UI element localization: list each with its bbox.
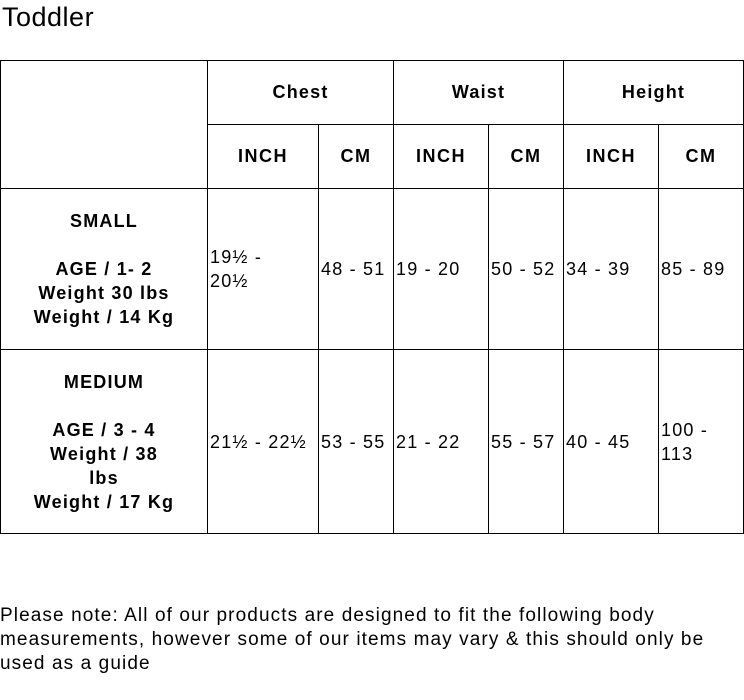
chest-cm-value: 53 - 55 — [319, 350, 394, 534]
size-name: SMALL — [70, 211, 138, 231]
unit-height-cm: CM — [659, 125, 744, 189]
height-inch-value: 40 - 45 — [564, 350, 659, 534]
disclaimer-note: Please note: All of our products are designed to fit the following body measurements, however some of our items may vary & this should only be used as a guide — [0, 605, 705, 674]
chest-cm-value: 48 - 51 — [319, 189, 394, 350]
size-detail: Weight 30 lbs — [38, 283, 170, 303]
size-detail: Weight / 14 Kg — [33, 307, 175, 327]
waist-inch-value: 21 - 22 — [394, 350, 489, 534]
size-name: MEDIUM — [63, 371, 145, 392]
waist-cm-value: 50 - 52 — [489, 189, 564, 350]
row-label-medium — [1, 350, 208, 534]
size-detail: Weight / 38 — [50, 443, 158, 464]
chest-inch-value: 19½ - 20½ — [208, 189, 319, 350]
unit-waist-cm: CM — [489, 125, 564, 189]
size-detail: AGE / 1- 2 — [55, 259, 153, 279]
unit-chest-cm: CM — [319, 125, 394, 189]
header-waist: Waist — [394, 61, 564, 125]
page-title: Toddler — [2, 2, 95, 32]
height-cm-value: 100 - 113 — [659, 350, 744, 534]
waist-inch-value: 19 - 20 — [394, 189, 489, 350]
header-height: Height — [564, 61, 744, 125]
size-detail: lbs — [89, 467, 119, 488]
header-chest: Chest — [208, 61, 394, 125]
height-cm-value: 85 - 89 — [659, 189, 744, 350]
height-inch-value: 34 - 39 — [564, 189, 659, 350]
group-header-row — [1, 61, 744, 125]
row-label-small — [1, 189, 208, 350]
unit-height-inch: INCH — [564, 125, 659, 189]
unit-waist-inch: INCH — [394, 125, 489, 189]
size-detail: Weight / 17 Kg — [33, 491, 175, 512]
size-detail: AGE / 3 - 4 — [52, 419, 156, 440]
unit-chest-inch: INCH — [208, 125, 319, 189]
chest-inch-value: 21½ - 22½ — [208, 350, 319, 534]
corner-cell — [1, 61, 208, 189]
waist-cm-value: 55 - 57 — [489, 350, 564, 534]
size-chart-table — [0, 60, 744, 534]
table-row — [1, 189, 744, 350]
table-row — [1, 350, 744, 534]
